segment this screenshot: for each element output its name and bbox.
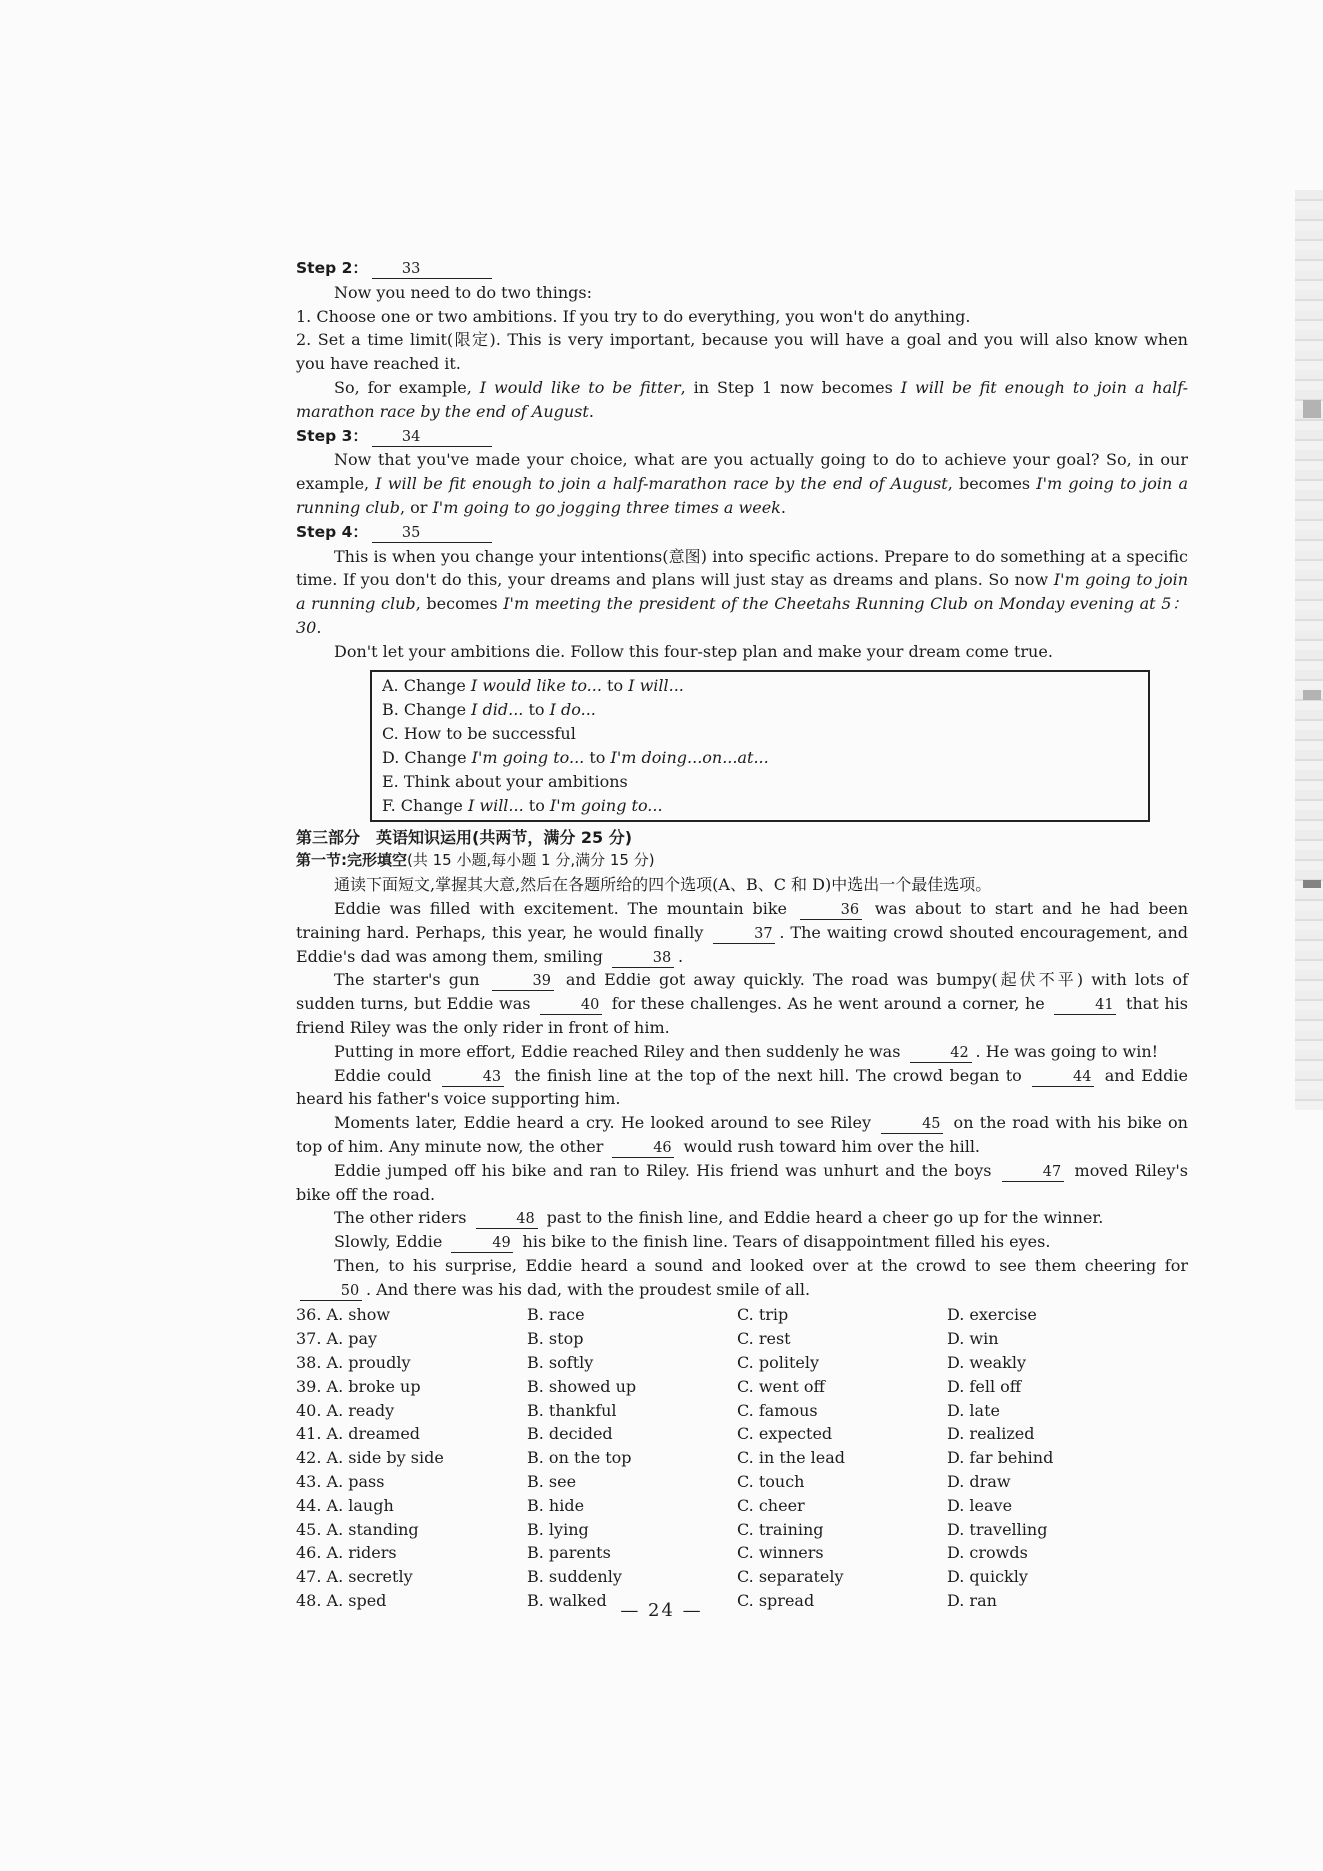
choice-c[interactable]: C. expected	[737, 1424, 833, 1444]
choice-a[interactable]: 43. A. pass	[296, 1472, 385, 1492]
step2-item-2: 2. Set a time limit(限定). This is very important, because you will have a goal and you will also know when you have reached it.	[296, 330, 1188, 374]
choice-d[interactable]: D. ran	[947, 1591, 997, 1611]
option-text: to	[584, 747, 611, 767]
italic-text: I'm going to go jogging three times a week	[432, 497, 781, 517]
section1-title	[296, 849, 1188, 873]
text: the finish line at the top of the next hill. The crowd began to	[507, 1065, 1029, 1085]
option-text: to	[523, 795, 550, 815]
choice-d[interactable]: D. exercise	[947, 1305, 1037, 1325]
step-label: Step 3：	[296, 426, 368, 445]
instruction: 通读下面短文,掌握其大意,然后在各题所给的四个选项(A、B、C 和 D)中选出一个最佳选项。	[334, 875, 992, 895]
text: . He was going to win!	[975, 1041, 1159, 1061]
choices-grid	[296, 1303, 1188, 1612]
italic-text: I'm going to...	[549, 795, 663, 815]
blank-42[interactable]: 42	[910, 1044, 972, 1063]
choice-c[interactable]: C. training	[737, 1519, 824, 1539]
section-title-rest: (共 15 小题,每小题 1 分,满分 15 分)	[407, 851, 655, 870]
choice-b[interactable]: B. hide	[527, 1495, 585, 1515]
text: The starter's gun	[334, 970, 488, 990]
choice-b[interactable]: B. lying	[527, 1519, 589, 1539]
text: was about to start and he had been training hard. Perhaps, this year, he would finally	[296, 898, 1188, 942]
scan-edge-artifact	[1295, 190, 1323, 1110]
step2-example	[296, 376, 1188, 424]
choice-d[interactable]: D. travelling	[947, 1519, 1048, 1539]
text: , becomes	[947, 474, 1037, 494]
option-d	[382, 746, 1138, 770]
italic-text: I'm doing...on...at...	[610, 747, 769, 767]
option-e	[382, 770, 1138, 794]
passage-paragraph-3	[296, 1040, 1188, 1064]
italic-text: I'm going to join a running club	[296, 474, 1189, 517]
text: and Eddie heard his father's voice supporting him.	[296, 1065, 1188, 1109]
text: that his friend Riley was the only rider in front of him.	[296, 994, 1189, 1037]
choice-c[interactable]: C. went off	[737, 1376, 825, 1396]
scan-mark	[1303, 880, 1321, 888]
choice-b[interactable]: B. showed up	[527, 1376, 637, 1396]
blank-48[interactable]: 48	[476, 1210, 538, 1229]
choice-a[interactable]: 41. A. dreamed	[296, 1424, 421, 1444]
choice-b[interactable]: B. suddenly	[527, 1567, 622, 1587]
italic-text: I would like to...	[470, 675, 602, 695]
italic-text: I will...	[628, 675, 684, 695]
text: Eddie could	[334, 1065, 438, 1085]
choice-d[interactable]: D. fell off	[947, 1376, 1022, 1396]
option-c	[382, 722, 1138, 746]
italic-text: I would like to be fitter	[479, 377, 681, 397]
text: . The waiting crowd shouted encouragement, and Eddie's dad was among them, smiling	[296, 922, 1188, 966]
text: So, for example,	[334, 377, 480, 397]
step4-heading	[296, 520, 1188, 545]
choice-c[interactable]: C. cheer	[737, 1495, 805, 1515]
italic-text: I'm going to...	[471, 747, 585, 767]
choice-a[interactable]: 37. A. pay	[296, 1329, 378, 1349]
blank-47[interactable]: 47	[1002, 1163, 1064, 1182]
choice-d[interactable]: D. realized	[947, 1424, 1035, 1444]
option-f	[382, 794, 1138, 818]
option-text: C. How to be successful	[382, 723, 576, 743]
choice-a[interactable]: 48. A. sped	[296, 1591, 387, 1611]
passage-paragraph-2	[296, 968, 1188, 1039]
choice-c[interactable]: C. trip	[737, 1305, 789, 1325]
text: This is when you change your intentions(意图) into specific actions. Prepare to do something at a specific time. If you don't do this, your dreams and plans will just stay as dreams and plans. So now	[296, 546, 1188, 590]
blank-39[interactable]: 39	[492, 972, 554, 991]
choice-b[interactable]: B. race	[527, 1305, 585, 1325]
choice-c[interactable]: C. winners	[737, 1543, 824, 1563]
blank-43[interactable]: 43	[442, 1068, 504, 1087]
text: Eddie jumped off his bike and ran to Riley. His friend was unhurt and the boys	[334, 1160, 999, 1180]
option-text: F. Change	[382, 795, 468, 815]
page-number: — 24 —	[620, 1600, 703, 1621]
blank-44[interactable]: 44	[1032, 1068, 1094, 1087]
text: Then, to his surprise, Eddie heard a sound and looked over at the crowd to see them cheering for	[334, 1255, 1188, 1275]
blank-40[interactable]: 40	[540, 996, 602, 1015]
option-text: A. Change	[382, 675, 471, 695]
choice-a[interactable]: 47. A. secretly	[296, 1567, 413, 1587]
choice-d[interactable]: D. draw	[947, 1472, 1011, 1492]
choice-c[interactable]: C. separately	[737, 1567, 844, 1587]
text: Moments later, Eddie heard a cry. He looked around to see Riley	[334, 1113, 878, 1133]
text: . And there was his dad, with the proudest smile of all.	[366, 1279, 811, 1299]
blank-49[interactable]: 49	[451, 1234, 513, 1253]
option-text: to	[601, 675, 629, 695]
choice-c[interactable]: C. in the lead	[737, 1448, 846, 1468]
italic-text: I'm going to join a running club	[296, 570, 1188, 614]
text: , in Step 1 now becomes	[680, 377, 901, 397]
choice-b[interactable]: B. walked	[527, 1591, 607, 1611]
choice-c[interactable]: C. rest	[737, 1329, 791, 1349]
choice-b[interactable]: B. on the top	[527, 1448, 632, 1468]
answer-blank[interactable]: 35	[372, 524, 492, 543]
blank-46[interactable]: 46	[612, 1139, 674, 1158]
text: Slowly, Eddie	[334, 1232, 448, 1252]
option-b	[382, 698, 1138, 722]
blank-37[interactable]: 37	[713, 925, 775, 944]
step-label: Step 2：	[296, 259, 368, 277]
text: .	[316, 617, 322, 637]
text: Eddie was filled with excitement. The mountain bike	[334, 898, 796, 918]
blank-50[interactable]: 50	[300, 1282, 362, 1301]
text: on the road with his bike on top of him. Any minute now, the other	[296, 1113, 1188, 1156]
option-text: D. Change	[382, 747, 472, 767]
choice-c[interactable]: C. politely	[737, 1353, 820, 1373]
passage-paragraph-4	[296, 1064, 1188, 1112]
text: would rush toward him over the hill.	[678, 1136, 981, 1156]
option-text: B. Change	[382, 699, 472, 719]
blank-38[interactable]: 38	[612, 949, 674, 968]
italic-text: I do...	[549, 699, 596, 719]
passage-paragraph-6	[296, 1159, 1188, 1207]
choice-d[interactable]: D. win	[947, 1329, 999, 1349]
step3-heading	[296, 424, 1188, 449]
step-label: Step 4：	[296, 522, 368, 541]
choice-d[interactable]: D. crowds	[947, 1543, 1028, 1563]
closing-line: Don't let your ambitions die. Follow this four-step plan and make your dream come true.	[334, 641, 1053, 661]
choice-a[interactable]: 40. A. ready	[296, 1400, 395, 1420]
text: .	[780, 497, 786, 517]
italic-text: I'm meeting the president of the Cheetahs Running Club on Monday evening at 5：30	[296, 594, 1188, 637]
choice-b[interactable]: B. softly	[527, 1353, 594, 1373]
text: his bike to the finish line. Tears of disappointment filled his eyes.	[517, 1232, 1051, 1252]
choice-b[interactable]: B. see	[527, 1472, 577, 1492]
text: .	[588, 401, 594, 421]
text: for these challenges. As he went around a corner, he	[606, 994, 1051, 1014]
choice-a[interactable]: 42. A. side by side	[296, 1448, 444, 1468]
blank-45[interactable]: 45	[881, 1115, 943, 1134]
step4-text	[296, 545, 1188, 640]
choice-a[interactable]: 36. A. show	[296, 1305, 391, 1325]
choice-c[interactable]: C. touch	[737, 1472, 805, 1492]
option-text: to	[523, 699, 550, 719]
part3-title: 第三部分 英语知识运用(共两节，满分 25 分)	[296, 827, 633, 847]
italic-text: I will be fit enough to join a half-marathon race by the end of August	[296, 377, 1188, 421]
choice-a[interactable]: 39. A. broke up	[296, 1376, 421, 1396]
italic-text: I will be fit enough to join a half-marathon race by the end of August	[375, 474, 948, 494]
choice-d[interactable]: D. far behind	[947, 1448, 1054, 1468]
choice-d[interactable]: D. quickly	[947, 1567, 1028, 1587]
passage-paragraph-1	[296, 897, 1188, 968]
choice-a[interactable]: 46. A. riders	[296, 1543, 397, 1563]
choice-d[interactable]: D. late	[947, 1400, 1000, 1420]
text: moved Riley's bike off the road.	[296, 1160, 1189, 1204]
choice-b[interactable]: B. parents	[527, 1543, 611, 1563]
blank-36[interactable]: 36	[800, 901, 862, 920]
step2-intro: Now you need to do two things:	[334, 282, 592, 302]
italic-text: I did...	[471, 699, 524, 719]
passage-paragraph-8	[296, 1230, 1188, 1254]
choice-b[interactable]: B. decided	[527, 1424, 613, 1444]
choice-c[interactable]: C. famous	[737, 1400, 818, 1420]
text: and Eddie got away quickly. The road was bumpy(起伏不平) with lots of sudden turns, but Eddie was	[296, 970, 1188, 1014]
text: past to the finish line, and Eddie heard a cheer go up for the winner.	[541, 1208, 1104, 1228]
text: .	[677, 946, 684, 966]
text: , becomes	[415, 594, 504, 614]
option-a	[382, 674, 1138, 698]
italic-text: I will...	[467, 795, 524, 815]
text: The other riders	[334, 1208, 472, 1228]
section-title-bold: 第一节:完形填空	[296, 851, 407, 870]
choice-a[interactable]: 44. A. laugh	[296, 1495, 394, 1515]
text: Putting in more effort, Eddie reached Riley and then suddenly he was	[334, 1041, 906, 1061]
passage-paragraph-5	[296, 1111, 1188, 1159]
blank-41[interactable]: 41	[1054, 996, 1116, 1015]
choice-d[interactable]: D. weakly	[947, 1353, 1026, 1373]
choice-b[interactable]: B. stop	[527, 1329, 584, 1349]
choice-a[interactable]: 38. A. proudly	[296, 1353, 411, 1373]
option-text: E. Think about your ambitions	[382, 771, 628, 791]
options-box	[370, 670, 1150, 822]
choice-b[interactable]: B. thankful	[527, 1400, 617, 1420]
step2-heading	[296, 256, 1188, 281]
scan-mark	[1303, 400, 1321, 418]
answer-blank[interactable]: 33	[372, 260, 492, 279]
exam-page	[296, 256, 1188, 1613]
step3-text	[296, 448, 1188, 519]
text: Now that you've made your choice, what are you actually going to do to achieve your goal? So, in our example,	[296, 450, 1188, 494]
answer-blank[interactable]: 34	[372, 428, 492, 447]
passage-paragraph-9	[296, 1254, 1188, 1302]
step2-item-1: 1. Choose one or two ambitions. If you try to do everything, you won't do anything.	[296, 306, 971, 326]
passage-paragraph-7	[296, 1206, 1188, 1230]
text: , or	[399, 497, 433, 517]
choice-c[interactable]: C. spread	[737, 1591, 815, 1611]
choice-d[interactable]: D. leave	[947, 1495, 1013, 1515]
choice-a[interactable]: 45. A. standing	[296, 1519, 419, 1539]
scan-mark	[1303, 690, 1321, 700]
